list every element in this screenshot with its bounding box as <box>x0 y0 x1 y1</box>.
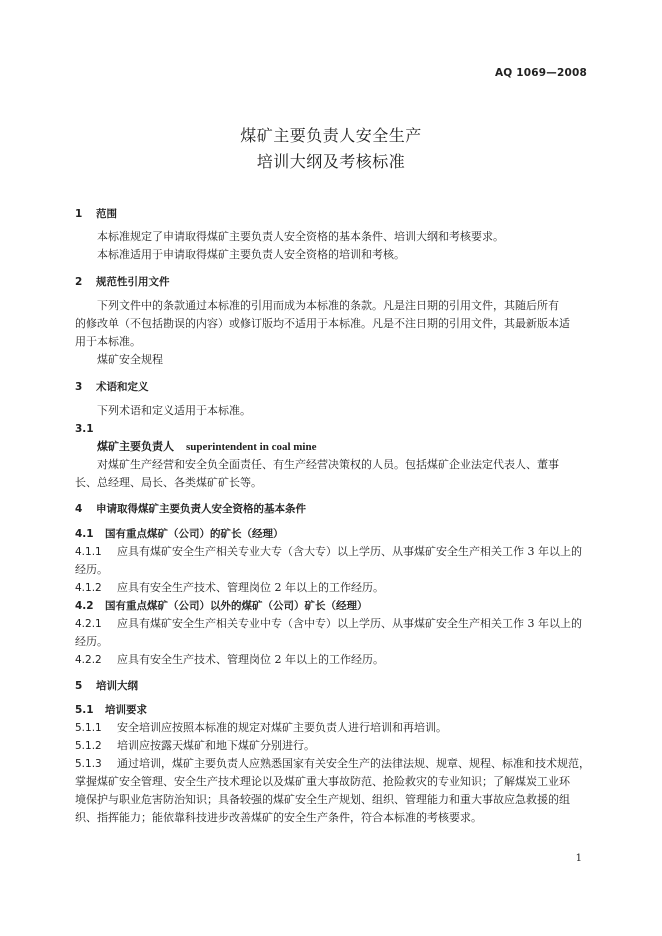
clause-text: 应具有安全生产技术、管理岗位 2 年以上的工作经历。 <box>117 581 384 594</box>
section-title: 申请取得煤矿主要负责人安全资格的基本条件 <box>96 503 306 515</box>
subsection-title: 国有重点煤矿（公司）以外的煤矿（公司）矿长（经理） <box>105 600 368 612</box>
term-definition-line-1: 对煤矿生产经营和安全负全面责任、有生产经营决策权的人员。包括煤矿企业法定代表人、董事 <box>97 458 559 471</box>
subsection-4-1-heading <box>75 525 284 543</box>
section-number: 2 <box>75 276 83 288</box>
clause-4-2-1 <box>75 615 582 633</box>
term-entry <box>97 438 316 456</box>
clause-number: 5.1.2 <box>75 740 102 752</box>
clause-number: 4.1.2 <box>75 582 102 594</box>
standard-number: AQ 1069—2008 <box>494 67 587 79</box>
section-2-para-line-2: 的修改单（不包括勘误的内容）或修订版均不适用于本标准。凡是不注日期的引用文件，其最新版本适 <box>75 317 570 330</box>
clause-text: 应具有安全生产技术、管理岗位 2 年以上的工作经历。 <box>117 653 384 666</box>
term-english: superintendent in coal mine <box>186 441 317 453</box>
subsection-5-1-heading <box>75 701 147 719</box>
section-3-heading <box>75 378 149 396</box>
normative-reference: 煤矿安全规程 <box>97 353 163 366</box>
subsection-number: 4.1 <box>75 528 94 540</box>
clause-5-1-2 <box>75 737 315 755</box>
subsection-number: 5.1 <box>75 704 94 716</box>
clause-5-1-3-line-3: 境保护与职业危害防治知识；具备较强的煤矿安全生产规划、组织、管理能力和重大事故应急救援的组 <box>75 793 570 806</box>
subsection-number: 4.2 <box>75 600 94 612</box>
clause-4-1-1-continued: 经历。 <box>75 563 108 576</box>
section-3-para-1: 下列术语和定义适用于本标准。 <box>97 404 251 417</box>
clause-number: 4.2.1 <box>75 618 102 630</box>
section-2-heading <box>75 273 170 291</box>
clause-text: 安全培训应按照本标准的规定对煤矿主要负责人进行培训和再培训。 <box>117 721 447 734</box>
section-number: 3 <box>75 381 83 393</box>
clause-text: 通过培训，煤矿主要负责人应熟悉国家有关安全生产的法律法规、规章、规程、标准和技术规范， <box>117 757 590 770</box>
clause-5-1-3-line-2: 掌握煤矿安全管理、安全生产技术理论以及煤矿重大事故防范、抢险救灾的专业知识；了解煤炭工业环 <box>75 775 570 788</box>
clause-text: 应具有煤矿安全生产相关专业大专（含大专）以上学历、从事煤矿安全生产相关工作 3 年以上的 <box>117 545 582 558</box>
term-chinese: 煤矿主要负责人 <box>97 440 174 453</box>
clause-number: 4.2.2 <box>75 654 102 666</box>
section-title: 术语和定义 <box>96 381 149 393</box>
section-title: 规范性引用文件 <box>96 276 170 288</box>
section-number: 5 <box>75 680 83 692</box>
section-5-heading <box>75 677 138 695</box>
subsection-title: 培训要求 <box>105 704 147 716</box>
section-1-heading <box>75 205 117 223</box>
document-title-line2: 培训大纲及考核标准 <box>256 152 406 171</box>
page-number: 1 <box>575 853 582 864</box>
term-definition-line-2: 长、总经理、局长、各类煤矿矿长等。 <box>75 476 262 489</box>
section-2-para-line-3: 用于本标准。 <box>75 335 141 348</box>
clause-4-1-1 <box>75 543 582 561</box>
section-title: 培训大纲 <box>96 680 138 692</box>
section-2-para-line-1: 下列文件中的条款通过本标准的引用而成为本标准的条款。凡是注日期的引用文件，其随后所有 <box>97 299 559 312</box>
clause-4-2-1-continued: 经历。 <box>75 635 108 648</box>
section-number: 4 <box>75 503 83 515</box>
section-1-para-2: 本标准适用于申请取得煤矿主要负责人安全资格的培训和考核。 <box>97 248 405 261</box>
section-title: 范围 <box>96 208 117 220</box>
document-title-line1: 煤矿主要负责人安全生产 <box>240 126 422 145</box>
clause-number: 5.1.3 <box>75 758 102 770</box>
clause-number: 4.1.1 <box>75 546 102 558</box>
clause-text: 应具有煤矿安全生产相关专业中专（含中专）以上学历、从事煤矿安全生产相关工作 3 年以上的 <box>117 617 582 630</box>
subsection-4-2-heading <box>75 597 368 615</box>
section-1-para-1: 本标准规定了申请取得煤矿主要负责人安全资格的基本条件、培训大纲和考核要求。 <box>97 230 504 243</box>
section-4-heading <box>75 500 306 518</box>
clause-text: 培训应按露天煤矿和地下煤矿分别进行。 <box>117 739 315 752</box>
clause-3-1-number: 3.1 <box>75 423 94 435</box>
subsection-title: 国有重点煤矿（公司）的矿长（经理） <box>105 528 284 540</box>
clause-5-1-1 <box>75 719 447 737</box>
clause-4-2-2 <box>75 651 384 669</box>
section-number: 1 <box>75 208 83 220</box>
clause-number: 5.1.1 <box>75 722 102 734</box>
clause-5-1-3 <box>75 755 590 773</box>
clause-4-1-2 <box>75 579 384 597</box>
clause-5-1-3-line-4: 织、指挥能力；能依靠科技进步改善煤矿的安全生产条件，符合本标准的考核要求。 <box>75 811 482 824</box>
